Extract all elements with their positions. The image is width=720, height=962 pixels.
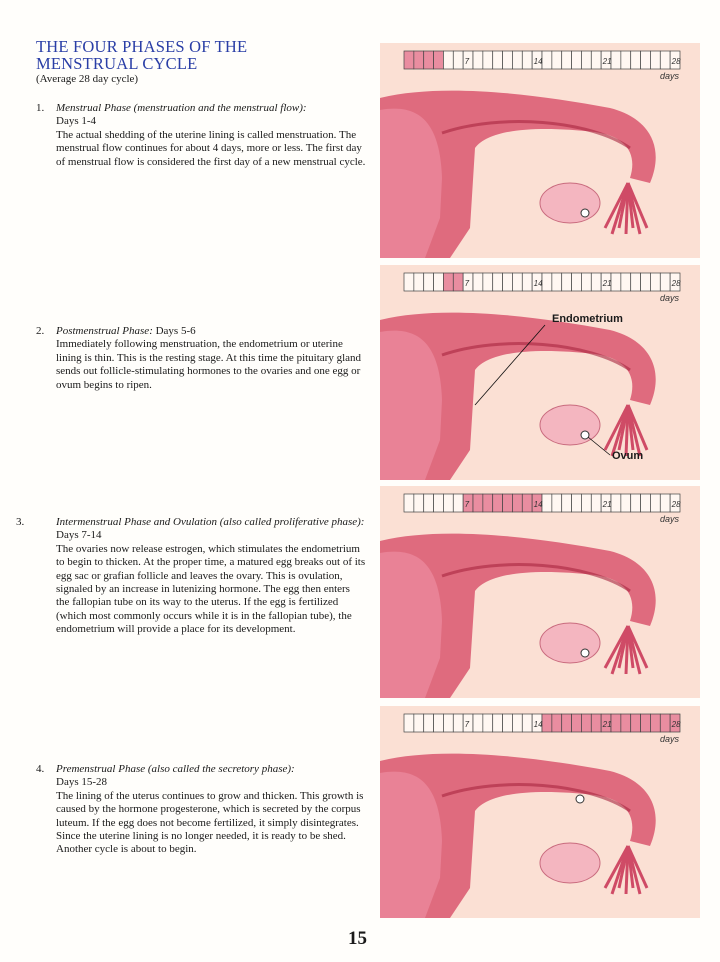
- uterus-diagram: [380, 534, 656, 698]
- phase-2-text: Immediately following menstruation, the endometrium or uterine lining is thin. This is the resting stage. At this time the pituitary gland sends out follicle-stimulating hormones to the ovaries and one egg or ovum begins to ripen.: [56, 338, 362, 391]
- calendar-tick-label: 21: [602, 720, 612, 729]
- calendar-day-cell: [562, 494, 572, 512]
- calendar-day-cell: [572, 51, 582, 69]
- calendar-day-cell: [404, 273, 414, 291]
- calendar-day-cell: [611, 51, 621, 69]
- calendar-day-cell: [650, 51, 660, 69]
- ovum-label: Ovum: [612, 450, 644, 462]
- calendar-day-cell: [650, 273, 660, 291]
- calendar-day-cell: [562, 714, 572, 732]
- calendar-tick-label: 7: [464, 720, 470, 729]
- calendar-day-cell: [453, 494, 463, 512]
- calendar-day-cell: [493, 273, 503, 291]
- phase-4-text: The lining of the uterus continues to grow and thicken. This growth is caused by the hormone progesterone, which is secreted by the corpus luteum. If the egg does not become fertilized, it simply disintegrates. Since the uterine lining is no longer needed, it is ready to be shed. Another cycle is about to begin.: [56, 789, 364, 856]
- calendar-day-cell: [404, 51, 414, 69]
- ovary: [540, 623, 600, 663]
- phase-3-name: Intermenstrual Phase and Ovulation (also called proliferative phase):: [56, 516, 365, 528]
- calendar-day-cell: [522, 494, 532, 512]
- uterus-diagram: [380, 91, 656, 258]
- panel-phase-1: [380, 43, 700, 258]
- phase-3-number: 3.: [16, 516, 25, 528]
- panel-phase-3: [380, 486, 700, 698]
- calendar-day-cell: [562, 273, 572, 291]
- calendar-day-cell: [522, 714, 532, 732]
- calendar-strip: [404, 51, 681, 81]
- calendar-day-cell: [572, 273, 582, 291]
- panel-phase-4: [380, 706, 700, 918]
- calendar-day-cell: [621, 714, 631, 732]
- calendar-day-cell: [453, 714, 463, 732]
- calendar-day-cell: [493, 51, 503, 69]
- ovum-egg: [576, 795, 584, 803]
- phase-4-days: Days 15-28: [56, 776, 108, 789]
- calendar-tick-label: 7: [464, 500, 470, 509]
- ovary: [540, 183, 600, 223]
- calendar-day-cell: [572, 714, 582, 732]
- calendar-day-cell: [443, 273, 453, 291]
- calendar-day-cell: [621, 494, 631, 512]
- calendar-day-cell: [503, 51, 513, 69]
- calendar-day-cell: [660, 273, 670, 291]
- phase-1-days: Days 1-4: [56, 115, 97, 128]
- calendar-day-cell: [473, 714, 483, 732]
- calendar-day-cell: [443, 494, 453, 512]
- calendar-day-cell: [424, 714, 434, 732]
- calendar-strip: [404, 494, 681, 524]
- calendar-day-cell: [453, 273, 463, 291]
- calendar-day-cell: [581, 273, 591, 291]
- calendar-day-cell: [542, 273, 552, 291]
- calendar-day-cell: [503, 714, 513, 732]
- calendar-day-cell: [552, 51, 562, 69]
- illustration-svg: [380, 265, 700, 480]
- subtitle: (Average 28 day cycle): [36, 73, 139, 85]
- ovum-egg: [581, 649, 589, 657]
- calendar-tick-label: 28: [671, 720, 681, 729]
- calendar-day-cell: [542, 494, 552, 512]
- calendar-day-cell: [443, 51, 453, 69]
- calendar-day-cell: [611, 273, 621, 291]
- calendar-tick-label: 7: [464, 279, 470, 288]
- calendar-tick-label: 14: [533, 279, 543, 288]
- calendar-day-cell: [473, 494, 483, 512]
- phase-3-text: The ovaries now release estrogen, which stimulates the endometrium to begin to thicken. At the proper time, a matured egg breaks out of its egg sac or grafian follicle and leaves the ovary. This is ovulation, signaled by an increase in lutenizing hormone. The egg then enters the fallopian tube on its way to the uterus. If the egg is fertilized (which most commonly occurs while it is in the fallopian tube), the endometrium will provide a place for its development.: [56, 542, 366, 636]
- phase-2-name: Postmenstrual Phase:: [56, 325, 153, 337]
- calendar-tick-label: 14: [533, 57, 543, 66]
- phase-4-name: Premenstrual Phase (also called the secretory phase):: [56, 763, 295, 775]
- days-label: days: [660, 293, 680, 303]
- calendar-day-cell: [473, 273, 483, 291]
- calendar-day-cell: [473, 51, 483, 69]
- calendar-day-cell: [522, 273, 532, 291]
- calendar-day-cell: [650, 494, 660, 512]
- calendar-strip: [404, 273, 681, 303]
- title-line-1: THE FOUR PHASES OF THE: [36, 37, 248, 56]
- calendar-day-cell: [414, 273, 424, 291]
- calendar-day-cell: [660, 714, 670, 732]
- illustration-svg: [380, 706, 700, 918]
- phase-1-name: Menstrual Phase (menstruation and the menstrual flow):: [56, 102, 307, 114]
- calendar-tick-label: 21: [602, 279, 612, 288]
- calendar-tick-label: 7: [464, 57, 470, 66]
- calendar-tick-label: 14: [533, 500, 543, 509]
- calendar-day-cell: [650, 714, 660, 732]
- calendar-tick-label: 28: [671, 57, 681, 66]
- calendar-tick-label: 28: [671, 500, 681, 509]
- illustration-svg: [380, 43, 700, 258]
- phase-2-days: Days 5-6: [155, 325, 196, 337]
- illustration-svg: [380, 486, 700, 698]
- phase-4: [36, 763, 366, 857]
- calendar-day-cell: [581, 714, 591, 732]
- calendar-day-cell: [542, 714, 552, 732]
- calendar-day-cell: [591, 273, 601, 291]
- calendar-day-cell: [512, 51, 522, 69]
- calendar-day-cell: [641, 51, 651, 69]
- calendar-day-cell: [581, 51, 591, 69]
- days-label: days: [660, 71, 680, 81]
- phase-3: [16, 516, 366, 637]
- calendar-day-cell: [424, 494, 434, 512]
- calendar-day-cell: [611, 494, 621, 512]
- calendar-day-cell: [591, 494, 601, 512]
- calendar-day-cell: [641, 714, 651, 732]
- calendar-day-cell: [641, 273, 651, 291]
- calendar-day-cell: [512, 273, 522, 291]
- phase-1: [36, 102, 366, 169]
- calendar-day-cell: [443, 714, 453, 732]
- ovum-egg: [581, 431, 589, 439]
- calendar-day-cell: [621, 51, 631, 69]
- title-line-2: MENSTRUAL CYCLE: [36, 54, 198, 73]
- calendar-day-cell: [621, 273, 631, 291]
- calendar-tick-label: 28: [671, 279, 681, 288]
- calendar-tick-label: 21: [602, 57, 612, 66]
- calendar-day-cell: [404, 494, 414, 512]
- calendar-day-cell: [404, 714, 414, 732]
- phase-4-number: 4.: [36, 763, 45, 775]
- calendar-day-cell: [631, 714, 641, 732]
- calendar-day-cell: [434, 51, 444, 69]
- calendar-day-cell: [424, 273, 434, 291]
- panel-phase-2: [380, 265, 700, 480]
- calendar-day-cell: [660, 51, 670, 69]
- calendar-day-cell: [512, 714, 522, 732]
- calendar-day-cell: [631, 494, 641, 512]
- calendar-tick-label: 21: [602, 500, 612, 509]
- calendar-day-cell: [572, 494, 582, 512]
- endometrium-label: Endometrium: [552, 313, 623, 325]
- calendar-day-cell: [483, 51, 493, 69]
- calendar-strip: [404, 714, 681, 744]
- days-label: days: [660, 514, 680, 524]
- calendar-day-cell: [552, 273, 562, 291]
- phase-1-number: 1.: [36, 102, 45, 114]
- calendar-day-cell: [660, 494, 670, 512]
- calendar-day-cell: [434, 714, 444, 732]
- calendar-day-cell: [591, 51, 601, 69]
- calendar-day-cell: [631, 51, 641, 69]
- calendar-day-cell: [611, 714, 621, 732]
- ovary: [540, 843, 600, 883]
- phase-2-number: 2.: [36, 325, 45, 337]
- phase-3-days: Days 7-14: [56, 529, 102, 542]
- calendar-day-cell: [562, 51, 572, 69]
- calendar-day-cell: [631, 273, 641, 291]
- uterus-diagram: [380, 754, 656, 918]
- calendar-day-cell: [424, 51, 434, 69]
- calendar-day-cell: [483, 494, 493, 512]
- days-label: days: [660, 734, 680, 744]
- calendar-day-cell: [641, 494, 651, 512]
- calendar-day-cell: [552, 714, 562, 732]
- calendar-day-cell: [512, 494, 522, 512]
- page-number: 15: [348, 928, 367, 949]
- calendar-day-cell: [493, 714, 503, 732]
- calendar-day-cell: [414, 494, 424, 512]
- calendar-day-cell: [453, 51, 463, 69]
- calendar-day-cell: [493, 494, 503, 512]
- calendar-day-cell: [522, 51, 532, 69]
- phase-2: [36, 325, 366, 392]
- calendar-day-cell: [434, 494, 444, 512]
- calendar-day-cell: [503, 273, 513, 291]
- calendar-tick-label: 14: [533, 720, 543, 729]
- calendar-day-cell: [581, 494, 591, 512]
- calendar-day-cell: [483, 273, 493, 291]
- calendar-day-cell: [503, 494, 513, 512]
- calendar-day-cell: [483, 714, 493, 732]
- calendar-day-cell: [542, 51, 552, 69]
- page-title: [36, 38, 356, 72]
- phase-1-text: The actual shedding of the uterine lining is called menstruation. The menstrual flow continues for about 4 days, more or less. The first day of menstrual flow is considered the first day of a new menstrual cycle.: [56, 128, 366, 168]
- calendar-day-cell: [414, 51, 424, 69]
- calendar-day-cell: [414, 714, 424, 732]
- calendar-day-cell: [591, 714, 601, 732]
- ovum-egg: [581, 209, 589, 217]
- calendar-day-cell: [434, 273, 444, 291]
- calendar-day-cell: [552, 494, 562, 512]
